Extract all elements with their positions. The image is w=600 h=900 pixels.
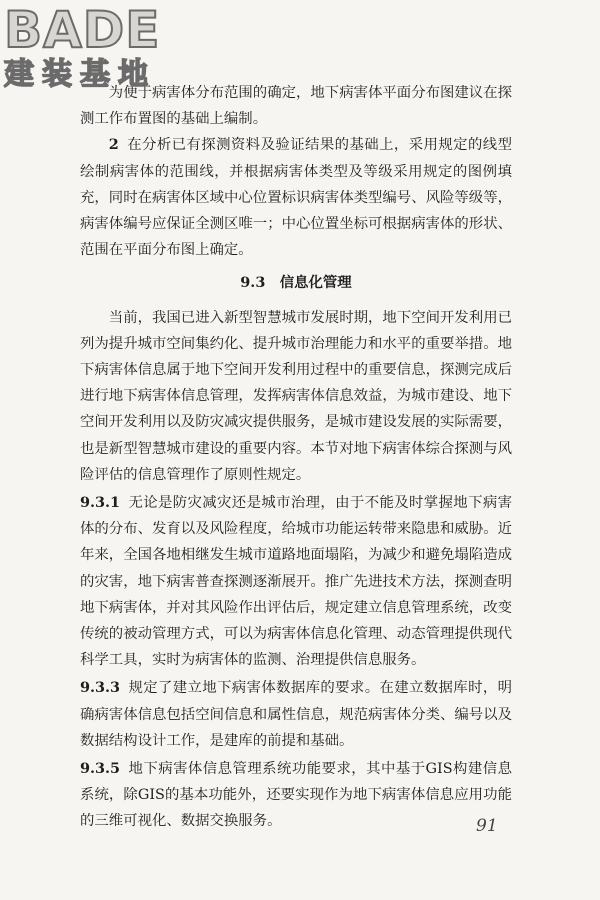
clause-text: 规定了建立地下病害体数据库的要求。在建立数据库时，明确病害体信息包括空间信息和属性信息，规范病害体分类、编号以及数据结构设计工作，是建库的前提和基础。 <box>80 680 512 749</box>
watermark-logo <box>4 1 194 92</box>
section-title: 9.3 信息化管理 <box>240 274 352 292</box>
section-intro: 当前，我国已进入新型智慧城市发展时期，地下空间开发利用已列为提升城市空间集约化、提升城市治理能力和水平的重要举措。地下病害体信息属于地下空间开发利用过程中的重要信息，探测完成后进行地下病害体信息管理，发挥病害体信息效益，为城市建设、地下空间开发利用以及防灾减灾提供服务，是城市建设发展的实际需要，也是新型智慧城市建设的重要内容。本节对地下病害体综合探测与风险评估的信息管理作了原则性规定。 <box>80 309 512 483</box>
clause-9-3-1 <box>80 490 512 673</box>
clause-text: 地下病害体信息管理系统功能要求，其中基于GIS构建信息系统，除GIS的基本功能外，还要实现作为地下病害体信息应用功能的三维可视化、数据交换服务。 <box>80 761 512 830</box>
paragraph-1: 为便于病害体分布范围的确定，地下病害体平面分布图建议在探测工作布置图的基础上编制。 <box>80 85 512 128</box>
item-number: 2 <box>108 136 119 154</box>
clause-text: 无论是防灾减灾还是城市治理，由于不能及时掌握地下病害体的分布、发育以及风险程度，给城市功能运转带来隐患和威胁。近年来，全国各地相继发生城市道路地面塌陷，为减少和避免塌陷造成的灾害，地下病害普查探测逐渐展开。推广先进技术方法，探测查明地下病害体，并对其风险作出评估后，规定建立信息管理系统，改变传统的被动管理方式，可以为病害体信息化管理、动态管理提供现代科学工具，实时为病害体的监测、治理提供信息服务。 <box>80 495 512 669</box>
item-text: 在分析已有探测资料及验证结果的基础上，采用规定的线型绘制病害体的范围线，并根据病害体类型及等级采用规定的图例填充，同时在病害体区域中心位置标识病害体类型编号、风险等级等，病害体编号应保证全测区唯一；中心位置坐标可根据病害体的形状、范围在平面分布图上确定。 <box>80 137 512 259</box>
clause-number: 9.3.1 <box>80 494 121 512</box>
watermark-subtitle: 建装基地 <box>4 57 156 92</box>
clause-number: 9.3.3 <box>80 679 121 697</box>
watermark-brand: BADE <box>4 1 161 59</box>
clause-9-3-3 <box>80 675 512 754</box>
clause-number: 9.3.5 <box>80 760 121 778</box>
page-number: 91 <box>476 816 498 836</box>
clause-9-3-5 <box>80 756 512 835</box>
paragraph-2 <box>80 132 512 263</box>
document-page <box>80 80 512 835</box>
